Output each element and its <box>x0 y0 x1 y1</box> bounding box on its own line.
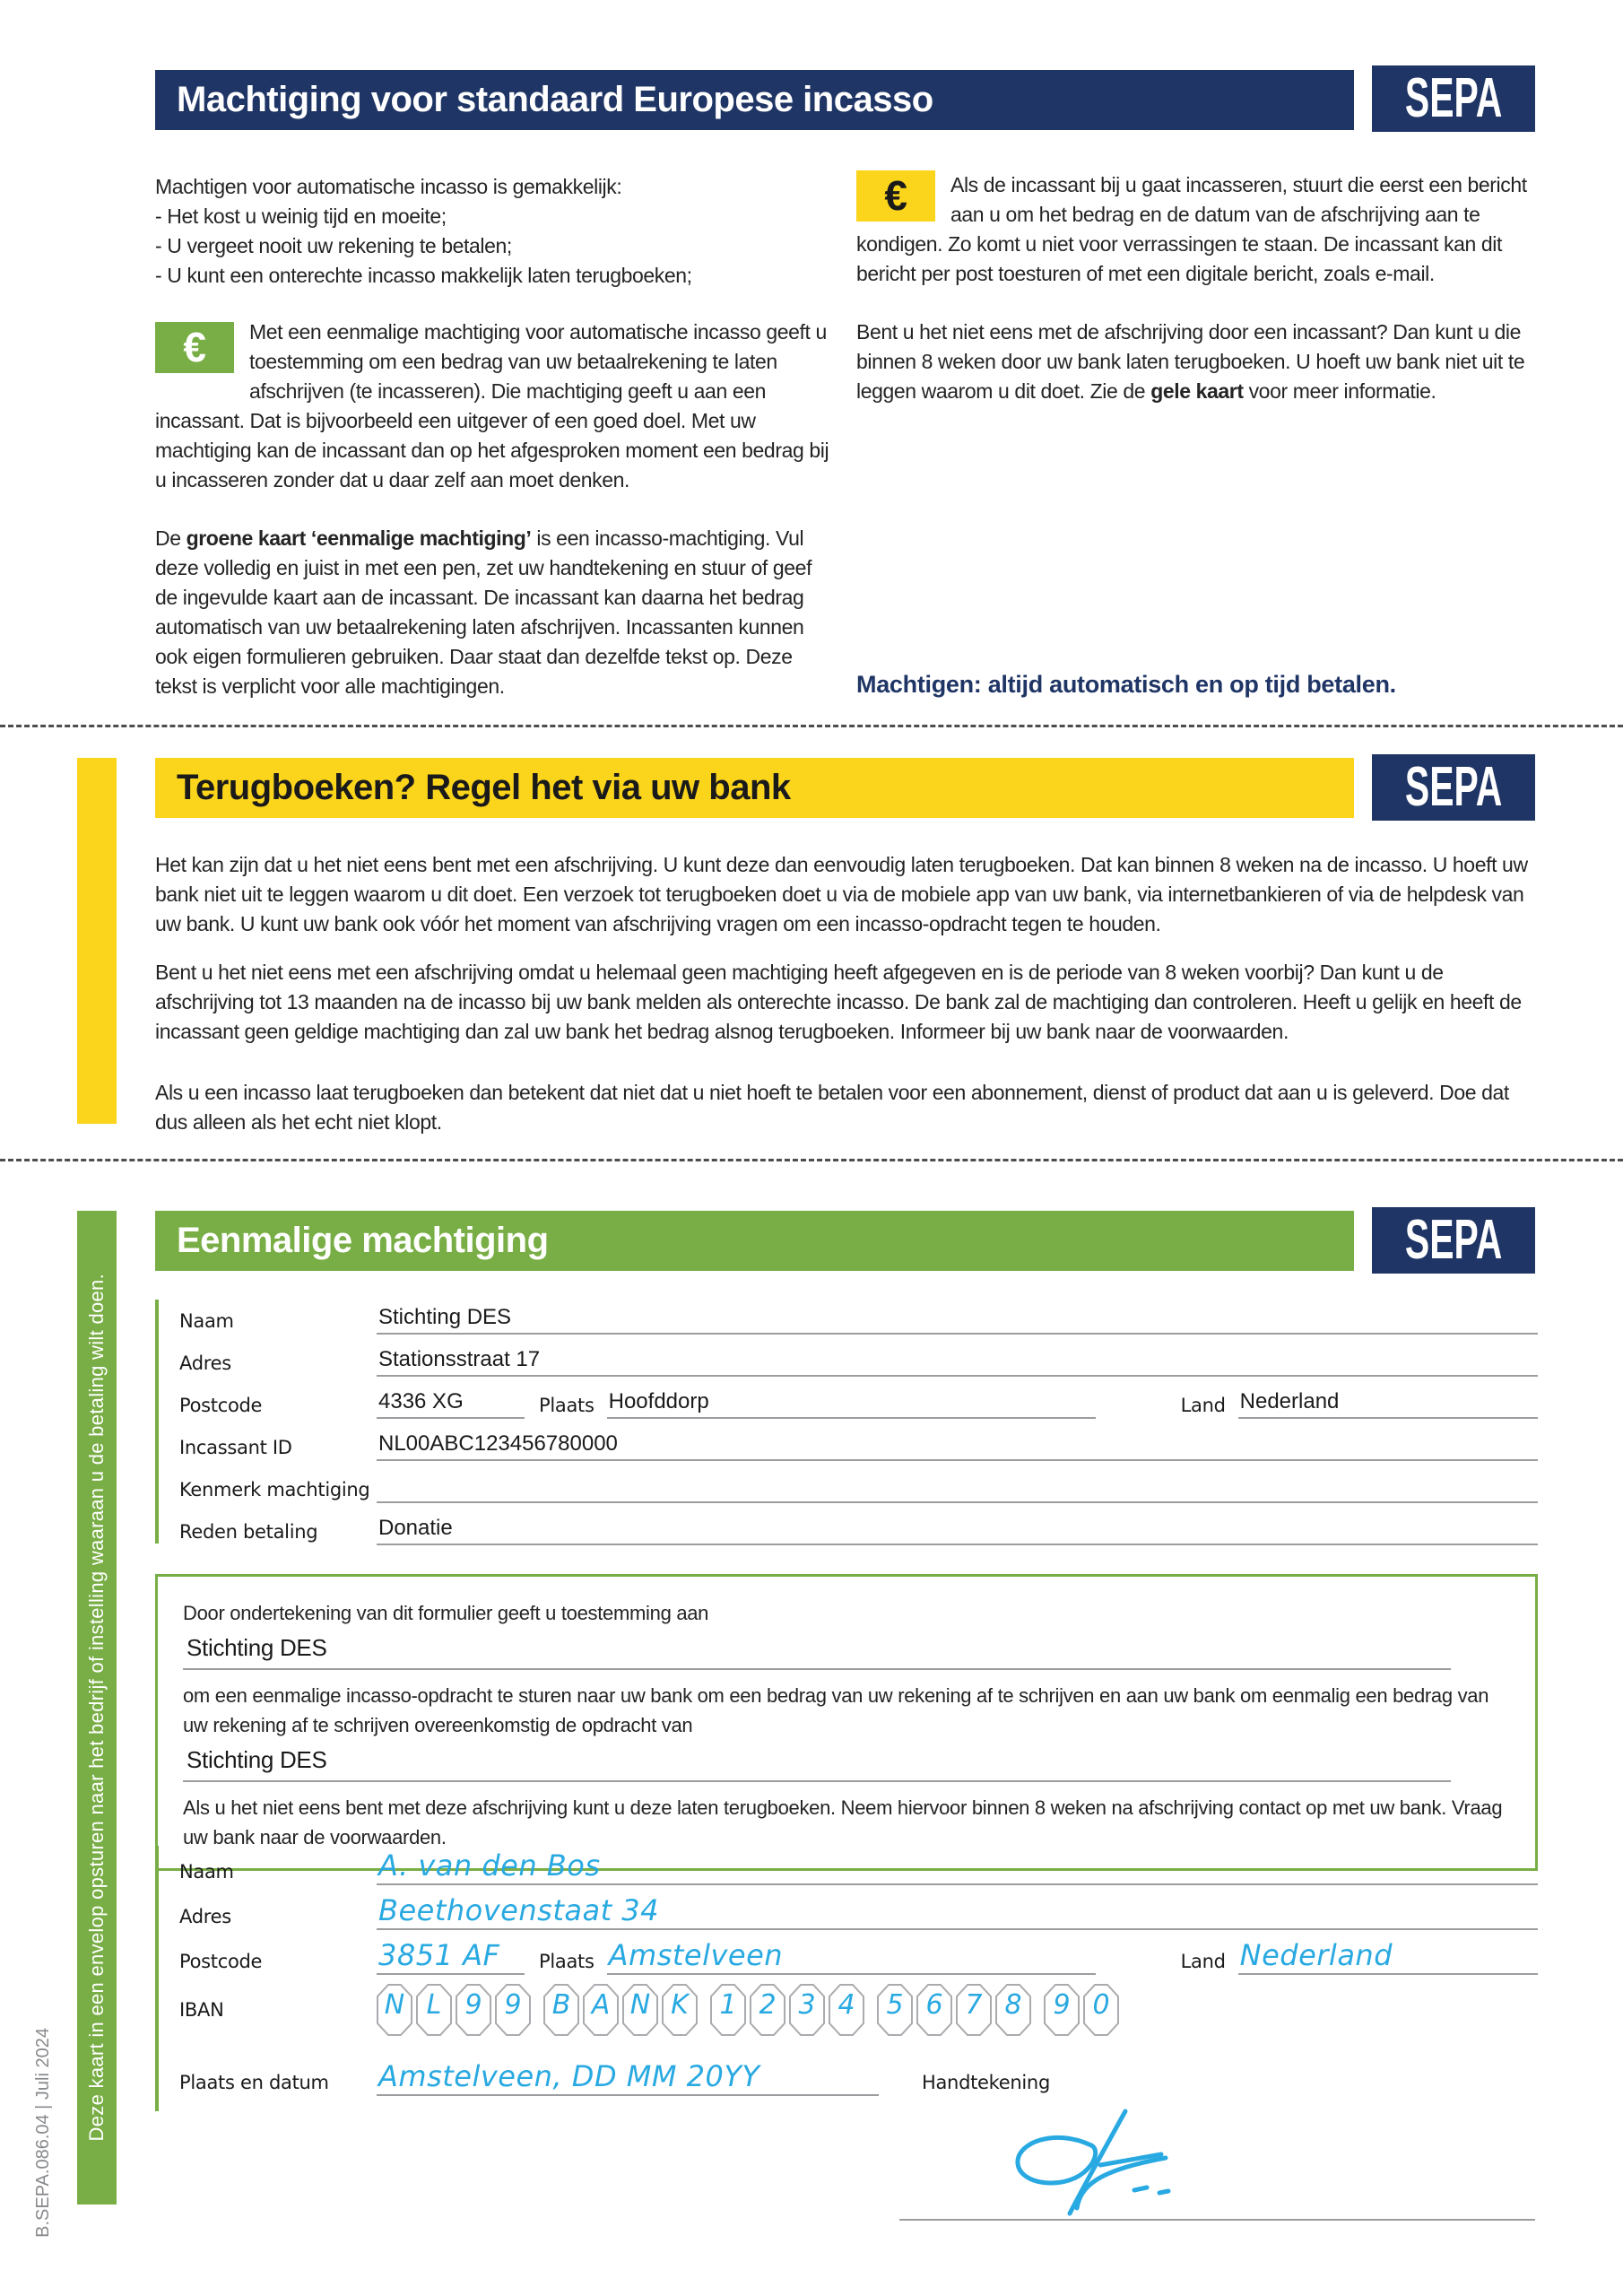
creditor-name-value: Stichting DES <box>187 1746 327 1773</box>
field-label: Plaats en datum <box>179 2072 329 2093</box>
field-label: Kenmerk machtiging <box>179 1479 370 1500</box>
naam-handwritten-value: A. van den Bos <box>378 1848 601 1883</box>
adres-field[interactable] <box>377 1895 1538 1930</box>
bullet-item: - U vergeet nooit uw rekening te betalen; <box>155 234 512 257</box>
iban-char: 9 <box>464 1989 482 2021</box>
iban-char: 9 <box>1053 1989 1071 2021</box>
section2-paragraph-1: Het kan zijn dat u het niet eens bent met een afschrijving. U kunt deze dan eenvoudig laten terugboeken. Dat kan binnen 8 weken na de incasso. U hoeft uw bank niet uit te leggen waarom u dit doet. Een verzoek tot terugboeken doet u via de mobiele app van uw bank, via internetbankieren of via de helpdesk van uw bank. U kunt uw bank ook vóór het moment van afschrijving vragen om een incasso-opdracht tegen te houden. <box>155 853 1528 935</box>
iban-cell[interactable] <box>829 1984 864 2036</box>
field-row-plaats-datum <box>155 2049 1538 2096</box>
field-label: Plaats <box>539 1951 595 1972</box>
sepa-logo-text: SEPA <box>1404 1209 1503 1271</box>
iban-cell[interactable] <box>1044 1984 1080 2036</box>
iban-char: 5 <box>886 1989 904 2021</box>
field-row-kenmerk <box>155 1461 1538 1503</box>
reden-field[interactable] <box>377 1516 1538 1545</box>
disagree-suffix: voor meer informatie. <box>1243 379 1436 403</box>
field-label: Adres <box>179 1906 231 1927</box>
iban-group <box>1044 1984 1119 2036</box>
disagree-bold: gele kaart <box>1150 379 1244 403</box>
mandate-paragraph <box>155 317 829 495</box>
incassant-id-field[interactable] <box>377 1431 1538 1461</box>
iban-cell[interactable] <box>495 1984 531 2036</box>
iban-char: 9 <box>504 1989 522 2021</box>
signature-field[interactable] <box>991 2108 1206 2224</box>
form-code-text: B.SEPA.086.04 | Juli 2024 <box>32 2027 53 2238</box>
postcode-handwritten-value: 3851 AF <box>378 1938 500 1972</box>
intro-heading: Machtigen voor automatische incasso is gemakkelijk: <box>155 175 622 198</box>
sepa-logo <box>1372 754 1535 821</box>
sepa-logo <box>1372 65 1535 132</box>
creditor-name-field[interactable] <box>183 1631 1451 1670</box>
land-field[interactable] <box>1238 1389 1538 1419</box>
naam-value: Stichting DES <box>378 1305 512 1329</box>
field-row-naam <box>155 1840 1538 1885</box>
adres-field[interactable] <box>377 1347 1538 1377</box>
iban-cell[interactable] <box>377 1984 412 2036</box>
field-row-adres <box>155 1335 1538 1377</box>
signature-line <box>899 2219 1535 2221</box>
iban-char: B <box>551 1989 571 2021</box>
iban-char: L <box>426 1989 442 2021</box>
iban-char: N <box>629 1989 651 2021</box>
iban-cell[interactable] <box>456 1984 491 2036</box>
iban-field[interactable] <box>377 1984 1119 2036</box>
sepa-logo <box>1372 1207 1535 1274</box>
iban-char: 1 <box>719 1989 737 2021</box>
plaats-handwritten-value: Amstelveen <box>608 1938 784 1972</box>
adres-value: Stationsstraat 17 <box>378 1347 541 1371</box>
field-label: Adres <box>179 1352 231 1374</box>
section1-right-column <box>856 170 1538 406</box>
euro-glyph: € <box>183 324 206 370</box>
postcode-value: 4336 XG <box>378 1389 464 1413</box>
iban-group <box>377 1984 531 2036</box>
field-label: Naam <box>179 1861 234 1883</box>
field-row-incassant-id <box>155 1419 1538 1461</box>
field-label: Naam <box>179 1310 234 1332</box>
green-card-bold: groene kaart ‘eenmalige machtiging’ <box>186 526 532 550</box>
iban-group <box>543 1984 698 2036</box>
reden-value: Donatie <box>378 1516 453 1540</box>
debtor-form <box>155 1840 1538 1975</box>
iban-char: 2 <box>759 1989 777 2021</box>
section3-title: Eenmalige machtiging <box>177 1221 549 1260</box>
plaats-field[interactable] <box>607 1389 1096 1419</box>
incassant-id-value: NL00ABC123456780000 <box>378 1431 618 1456</box>
consent-body: om een eenmalige incasso-opdracht te sturen naar uw bank om een bedrag van uw rekening af te schrijven en aan uw bank om eenmalig een bedrag van uw rekening af te schrijven overeenkomstig de opdracht van <box>183 1684 1489 1736</box>
creditor-form <box>155 1292 1538 1545</box>
iban-char: 0 <box>1092 1989 1110 2021</box>
iban-cell[interactable] <box>662 1984 698 2036</box>
field-row-reden <box>155 1503 1538 1545</box>
section2-paragraph-2: Bent u het niet eens met een afschrijving omdat u helemaal geen machtiging heeft afgegeven en is de periode van 8 weken voorbij? Dan kunt u de afschrijving tot 13 maanden na de incasso bij uw bank melden als onterechte incasso. De bank zal de machtiging dan controleren. Heeft u gelijk en heeft de incassant geen geldige machtiging dan zal uw bank het bedrag alsnog terugboeken. Informeer bij uw bank naar de voorwaarden. <box>155 961 1522 1043</box>
form-code <box>25 1996 61 2269</box>
iban-char: 4 <box>838 1989 855 2021</box>
plaats-datum-field[interactable] <box>377 2061 879 2096</box>
field-label: Incassant ID <box>179 1437 292 1458</box>
section3-header-bar <box>155 1211 1354 1271</box>
handtekening-label: Handtekening <box>922 2072 1050 2093</box>
iban-cell[interactable] <box>750 1984 785 2036</box>
yellow-side-bar <box>77 758 117 1124</box>
bullet-item: - U kunt een onterechte incasso makkelijk laten terugboeken; <box>155 264 692 287</box>
consent-footer: Als u het niet eens bent met deze afschrijving kunt u deze laten terugboeken. Neem hiervoor binnen 8 weken na afschrijving contact op met uw bank. Vraag uw bank naar de voorwaarden. <box>183 1796 1503 1848</box>
mandate-paragraph-text: Met een eenmalige machtiging voor automatische incasso geeft u toestemming om een bedrag van uw betaalrekening te laten afschrijven (te incasseren). Die machtiging geeft u aan een incassant. Dat is bijvoorbeeld een uitgever of een goed doel. Met uw machtiging kan de incassant dan op het afgesproken moment een bedrag bij u incasseren zonder dat u daar zelf aan moet denken. <box>155 320 829 491</box>
euro-glyph: € <box>884 172 907 219</box>
section2-header-bar <box>155 758 1354 818</box>
announce-paragraph <box>856 170 1538 289</box>
section1-header-bar <box>155 70 1354 130</box>
green-card-paragraph <box>155 524 829 701</box>
section1-left-column <box>155 172 829 701</box>
iban-cell[interactable] <box>622 1984 658 2036</box>
kenmerk-field[interactable] <box>377 1476 1538 1503</box>
iban-char: N <box>384 1989 405 2021</box>
euro-icon <box>856 170 935 222</box>
plaats-value: Hoofddorp <box>608 1389 709 1413</box>
iban-char: 3 <box>798 1989 816 2021</box>
land-value: Nederland <box>1239 1389 1340 1413</box>
announce-paragraph-text: Als de incassant bij u gaat incasseren, stuurt die eerst een bericht aan u om het bedrag en de datum van de afschrijving aan te kondigen. Zo komt u niet voor verrassingen te staan. De incassant kan dit bericht per post toesturen of met een digitale bericht, zoals e-mail. <box>856 173 1527 285</box>
iban-cell[interactable] <box>877 1984 913 2036</box>
field-row-naam <box>155 1292 1538 1335</box>
sepa-logo-text: SEPA <box>1404 67 1503 129</box>
field-label: Reden betaling <box>179 1521 318 1543</box>
section1-title: Machtiging voor standaard Europese incasso <box>177 80 933 119</box>
iban-char: 7 <box>965 1989 983 2021</box>
consent-line1: Door ondertekening van dit formulier geeft u toestemming aan <box>183 1602 709 1624</box>
euro-icon <box>155 322 234 373</box>
iban-char: A <box>591 1989 611 2021</box>
disagree-prefix: Bent u het niet eens met de afschrijving door een incassant? Dan kunt u die binnen 8 weken door uw bank laten terugboeken. U hoeft uw bank niet uit te leggen waarom u dit doet. Zie de <box>856 320 1525 403</box>
green-rule <box>155 1300 159 1544</box>
iban-char: 8 <box>1004 1989 1022 2021</box>
disagree-paragraph <box>856 317 1538 406</box>
consent-box <box>155 1574 1538 1871</box>
field-label: Land <box>1180 1395 1226 1416</box>
iban-cell[interactable] <box>583 1984 619 2036</box>
green-side-bar <box>77 1211 117 2205</box>
creditor-name-field[interactable] <box>183 1744 1451 1782</box>
signature-scribble <box>991 2108 1206 2220</box>
bullet-item: - Het kost u weinig tijd en moeite; <box>155 204 447 228</box>
plaats-datum-handwritten-value: Amstelveen, DD MM 20YY <box>378 2059 760 2093</box>
field-label: Postcode <box>179 1951 263 1972</box>
field-label: Postcode <box>179 1395 263 1416</box>
field-row-postcode <box>155 1930 1538 1975</box>
field-row-postcode <box>155 1377 1538 1419</box>
sepa-logo-text: SEPA <box>1404 756 1503 818</box>
iban-cell[interactable] <box>916 1984 952 2036</box>
iban-cell[interactable] <box>543 1984 579 2036</box>
iban-row <box>155 1984 1538 2036</box>
naam-field[interactable] <box>377 1850 1538 1885</box>
dashed-separator <box>0 1159 1623 1161</box>
adres-handwritten-value: Beethovenstaat 34 <box>378 1893 660 1927</box>
iban-cell[interactable] <box>995 1984 1031 2036</box>
iban-cell[interactable] <box>1083 1984 1119 2036</box>
land-handwritten-value: Nederland <box>1239 1938 1393 1972</box>
field-label: IBAN <box>179 1999 224 2021</box>
green-card-rest: is een incasso-machtiging. Vul deze volledig en juist in met een pen, zet uw handtekening en stuur of geef de ingevulde kaart aan de incassant. De incassant kan daarna het bedrag automatisch van uw betaalrekening laten afschrijven. Incassanten kunnen ook eigen formulieren gebruiken. Daar staat dan dezelfde tekst op. Deze tekst is verplicht voor alle machtigingen. <box>155 526 812 698</box>
iban-char: 6 <box>925 1989 943 2021</box>
field-label: Land <box>1180 1951 1226 1972</box>
naam-field[interactable] <box>377 1305 1538 1335</box>
iban-cell[interactable] <box>789 1984 825 2036</box>
iban-group <box>710 1984 864 2036</box>
intro-bullet-list <box>155 202 829 291</box>
iban-group <box>877 1984 1031 2036</box>
land-field[interactable] <box>1238 1940 1538 1975</box>
iban-cell[interactable] <box>956 1984 992 2036</box>
iban-cell[interactable] <box>416 1984 452 2036</box>
iban-cell[interactable] <box>710 1984 746 2036</box>
postcode-field[interactable] <box>377 1940 525 1975</box>
postcode-field[interactable] <box>377 1389 525 1419</box>
dashed-separator <box>0 725 1623 727</box>
tagline: Machtigen: altijd automatisch en op tijd betalen. <box>856 671 1396 698</box>
iban-char: K <box>671 1989 689 2021</box>
section2-title: Terugboeken? Regel het via uw bank <box>177 768 791 807</box>
field-row-adres <box>155 1885 1538 1930</box>
plaats-field[interactable] <box>607 1940 1096 1975</box>
green-card-prefix: De <box>155 526 187 550</box>
field-label: Plaats <box>539 1395 595 1416</box>
section2-paragraph-3: Als u een incasso laat terugboeken dan betekent dat niet dat u niet hoeft te betalen voor een abonnement, dienst of product dat aan u is geleverd. Doe dat dus alleen als het echt niet klopt. <box>155 1081 1509 1134</box>
side-bar-note: Deze kaart in een envelop opsturen naar het bedrijf of instelling waaraan u de betaling wilt doen. <box>85 1274 108 2142</box>
creditor-name-value: Stichting DES <box>187 1634 327 1661</box>
